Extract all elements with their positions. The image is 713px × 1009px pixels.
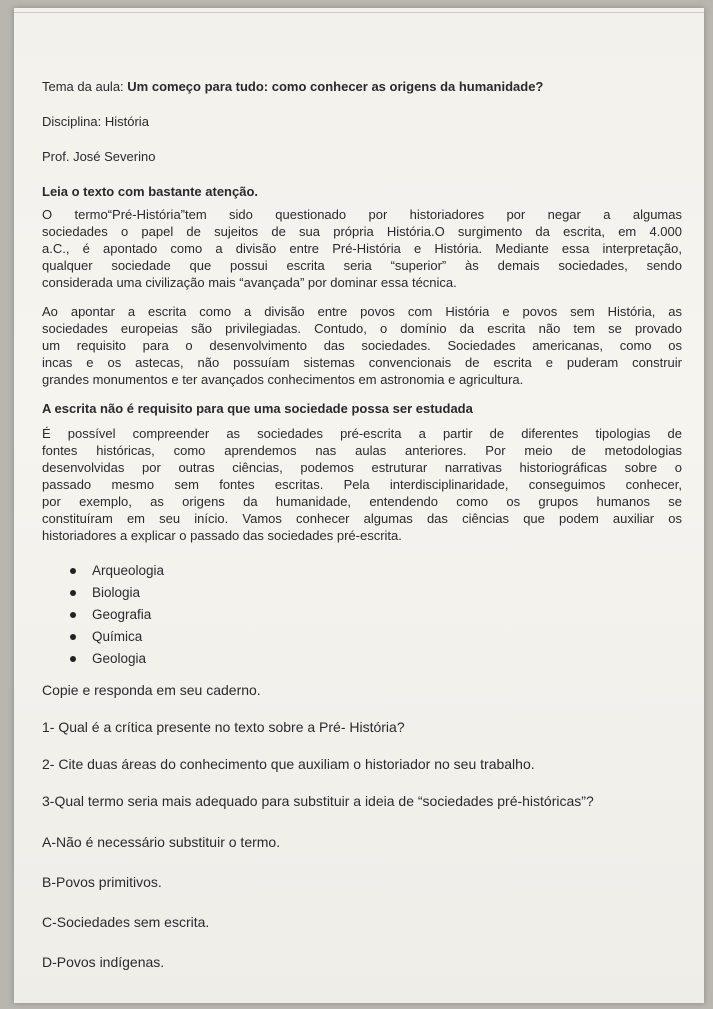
question-2: 2- Cite duas áreas do conhecimento que auxiliam o historiador no seu trabalho. — [42, 756, 535, 772]
paragraph-line: sociedades europeias são privilegiadas. Contudo, o domínio da escrita não tem se provado — [42, 321, 682, 336]
professor: Prof. José Severino — [42, 149, 156, 164]
paragraph-line: historiadores a explicar o passado das sociedades pré-escrita. — [42, 528, 402, 543]
list-item: Biologia — [92, 582, 682, 604]
document-body — [42, 78, 682, 994]
paragraph-line: fontes históricas, como aprendemos nas aulas anteriores. Por meio de metodologias — [42, 443, 682, 458]
lesson-theme — [42, 78, 682, 95]
science-areas-list — [42, 560, 682, 670]
paragraph-1 — [42, 206, 682, 291]
reading-instruction: Leia o texto com bastante atenção. — [42, 184, 259, 199]
paragraph-line: desenvolvidas por outras ciências, podemos estruturar narrativas historiográficas sobre o — [42, 460, 682, 475]
list-item: Geologia — [92, 648, 682, 670]
list-item: Arqueologia — [92, 560, 682, 582]
paragraph-line: qualquer sociedade que possui escrita seria “superior” às demais sociedades, sendo — [42, 258, 682, 273]
paragraph-line: grandes monumentos e ter avançados conhecimentos em astronomia e agricultura. — [42, 372, 524, 387]
paragraph-line: um requisito para o desenvolvimento das sociedades. Sociedades americanas, como os — [42, 338, 682, 353]
paragraph-line: sociedades o papel de sujeitos de sua própria História.O surgimento da escrita, em 4.000 — [42, 224, 682, 239]
option-b: B-Povos primitivos. — [42, 874, 162, 890]
list-item: Química — [92, 626, 682, 648]
question-1: 1- Qual é a crítica presente no texto sobre a Pré- História? — [42, 719, 405, 735]
paragraph-line: O termo“Pré-História”tem sido questionado por historiadores por negar a algumas — [42, 207, 682, 222]
paragraph-line: incas e os astecas, não possuíam sistemas convencionais de escrita e puderam construir — [42, 355, 682, 370]
option-c: C-Sociedades sem escrita. — [42, 914, 210, 930]
paragraph-line: a.C., é apontado como a divisão entre Pré-História e História. Mediante essa interpretação, — [42, 241, 682, 256]
discipline: Disciplina: História — [42, 114, 149, 129]
section-title: A escrita não é requisito para que uma sociedade possa ser estudada — [42, 401, 473, 416]
list-item: Geografia — [92, 604, 682, 626]
paragraph-line: constituíram em seu início. Vamos conhecer algumas das ciências que podem auxiliar os — [42, 511, 682, 526]
paragraph-3 — [42, 425, 682, 544]
top-divider — [14, 12, 704, 13]
option-d: D-Povos indígenas. — [42, 954, 165, 970]
theme-label: Tema da aula: — [42, 79, 128, 94]
paragraph-line: É possível compreender as sociedades pré-escrita a partir de diferentes tipologias de — [42, 426, 682, 441]
paper-sheet — [14, 8, 704, 1003]
exercise-intro: Copie e responda em seu caderno. — [42, 682, 261, 698]
theme-value: Um começo para tudo: como conhecer as origens da humanidade? — [127, 79, 544, 94]
paragraph-2 — [42, 303, 682, 388]
paragraph-line: Ao apontar a escrita como a divisão entre povos com História e povos sem História, as — [42, 304, 682, 319]
paragraph-line: passado mesmo sem fontes escritas. Pela interdisciplinaridade, conseguimos conhecer, — [42, 477, 682, 492]
paragraph-line: considerada uma civilização mais “avançada” por dominar essa técnica. — [42, 275, 457, 290]
paragraph-line: por exemplo, as origens da humanidade, entendendo como os grupos humanos se — [42, 494, 682, 509]
question-3: 3-Qual termo seria mais adequado para substituir a ideia de “sociedades pré-históricas”? — [42, 793, 594, 809]
option-a: A-Não é necessário substituir o termo. — [42, 834, 281, 850]
